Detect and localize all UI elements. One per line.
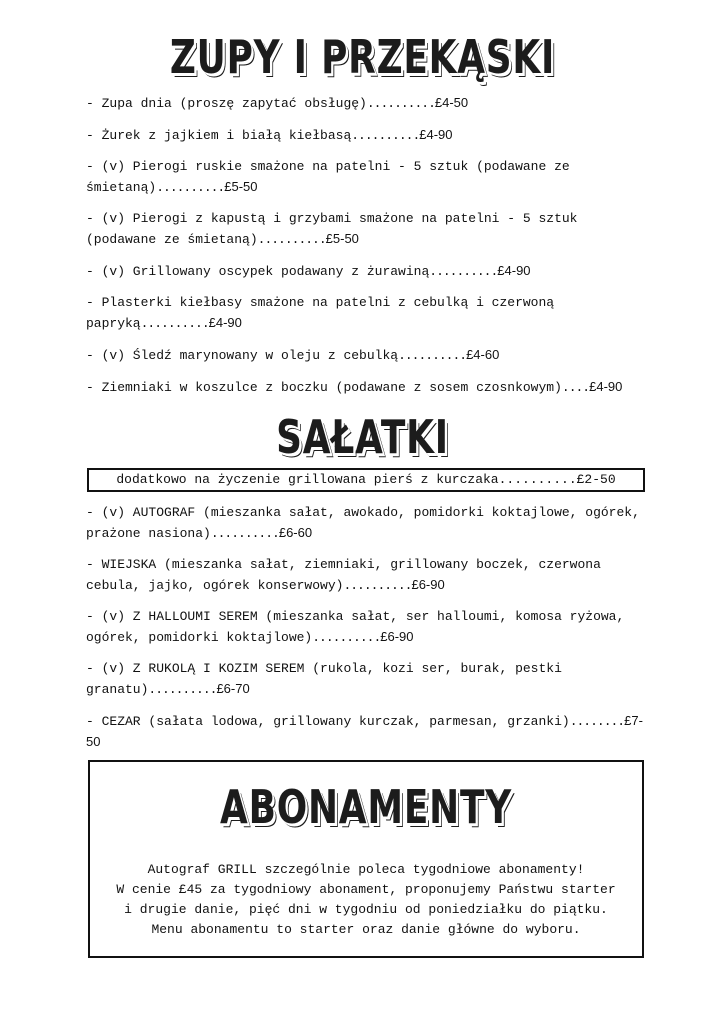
abonamenty-line: i drugie danie, pięć dni w tygodniu od poniedziałku do piątku.	[124, 902, 608, 917]
item-price: £4-90	[497, 263, 531, 278]
abonamenty-text	[90, 860, 642, 940]
note-price: £2-50	[576, 472, 616, 487]
item-name: - CEZAR (sałata lodowa, grillowany kurczak, parmesan, grzanki)	[86, 714, 570, 729]
item-price: £5-50	[224, 179, 258, 194]
item-price: £4-90	[419, 127, 453, 142]
menu-item	[86, 93, 646, 114]
item-price: £6-90	[411, 577, 445, 592]
item-name: - (v) Grillowany oscypek podawany z żurawiną	[86, 264, 430, 279]
item-dots: ..........	[343, 578, 412, 593]
menu-item	[86, 377, 646, 398]
item-name: - Zupa dnia (proszę zapytać obsługę)	[86, 96, 367, 111]
item-price: £4-50	[434, 95, 469, 110]
item-price: £4-60	[466, 347, 500, 362]
menu-item	[86, 125, 646, 146]
item-name: - (v) Pierogi z kapustą i grzybami smażone na patelni - 5 sztuk (podawane ze śmietaną)	[86, 211, 578, 247]
item-dots: ..........	[429, 264, 498, 279]
abonamenty-line: Autograf GRILL szczególnie poleca tygodniowe abonamenty!	[147, 862, 585, 877]
item-name: - (v) Pierogi ruskie smażone na patelni - 5 sztuk (podawane ze śmietaną)	[86, 159, 570, 195]
item-name: - (v) Śledź marynowany w oleju z cebulką	[86, 348, 399, 363]
menu-item	[86, 157, 646, 198]
menu-item	[86, 261, 646, 282]
item-dots: ..........	[140, 316, 209, 331]
item-name: - WIEJSKA (mieszanka sałat, ziemniaki, grillowany boczek, czerwona cebula, jajko, ogórek konserwowy)	[86, 557, 601, 593]
item-dots: ..........	[398, 348, 467, 363]
menu-item	[86, 293, 646, 334]
abonamenty-line: Menu abonamentu to starter oraz danie główne do wyboru.	[151, 922, 581, 937]
item-dots: ..........	[366, 96, 435, 111]
item-name: - (v) Z HALLOUMI SEREM (mieszanka sałat, ser halloumi, komosa ryżowa, ogórek, pomidorki koktajlowe)	[86, 609, 625, 645]
menu-item	[86, 711, 646, 753]
menu-item	[86, 345, 646, 366]
item-price: £4-90	[589, 379, 623, 394]
note-text: dodatkowo na życzenie grillowana pierś z kurczaka	[116, 472, 499, 487]
item-dots: ..........	[156, 180, 225, 195]
item-dots: ..........	[210, 526, 279, 541]
note-dots: ..........	[498, 472, 577, 487]
item-price: £6-90	[380, 629, 414, 644]
item-name: - Żurek z jajkiem i białą kiełbasą	[86, 128, 352, 143]
menu-item	[86, 209, 646, 250]
item-name: - (v) Z RUKOLĄ I KOZIM SEREM (rukola, kozi ser, burak, pestki granatu)	[86, 661, 562, 697]
item-dots: ........	[569, 714, 625, 729]
salads-heading: SAŁATKI	[276, 410, 449, 464]
item-dots: ..........	[148, 682, 217, 697]
item-name: - (v) AUTOGRAF (mieszanka sałat, awokado, pomidorki koktajlowe, ogórek, prażone nasiona)	[86, 505, 640, 541]
menu-item	[86, 503, 646, 544]
salads-list	[86, 503, 646, 764]
item-price: £5-50	[325, 231, 359, 246]
soups-list	[86, 93, 646, 409]
item-dots: ....	[561, 380, 590, 395]
item-dots: ..........	[351, 128, 420, 143]
abonamenty-box	[88, 760, 644, 958]
item-name: - Ziemniaki w koszulce z boczku (podawane z sosem czosnkowym)	[86, 380, 562, 395]
item-price: £7-50	[86, 713, 643, 749]
abonamenty-heading: ABONAMENTY	[220, 780, 512, 834]
abonamenty-line: W cenie £45 za tygodniowy abonament, proponujemy Państwu starter	[116, 882, 616, 897]
menu-item	[86, 659, 646, 700]
soups-heading: ZUPY I PRZEKĄSKI	[169, 30, 556, 84]
item-name: - Plasterki kiełbasy smażone na patelni z cebulką i czerwoną papryką	[86, 295, 555, 331]
item-dots: ..........	[257, 232, 326, 247]
item-price: £6-60	[278, 525, 313, 540]
item-dots: ..........	[312, 630, 381, 645]
item-price: £6-70	[216, 681, 250, 696]
menu-item	[86, 607, 646, 648]
item-price: £4-90	[208, 315, 242, 330]
menu-item	[86, 555, 646, 596]
salads-note	[87, 468, 645, 492]
